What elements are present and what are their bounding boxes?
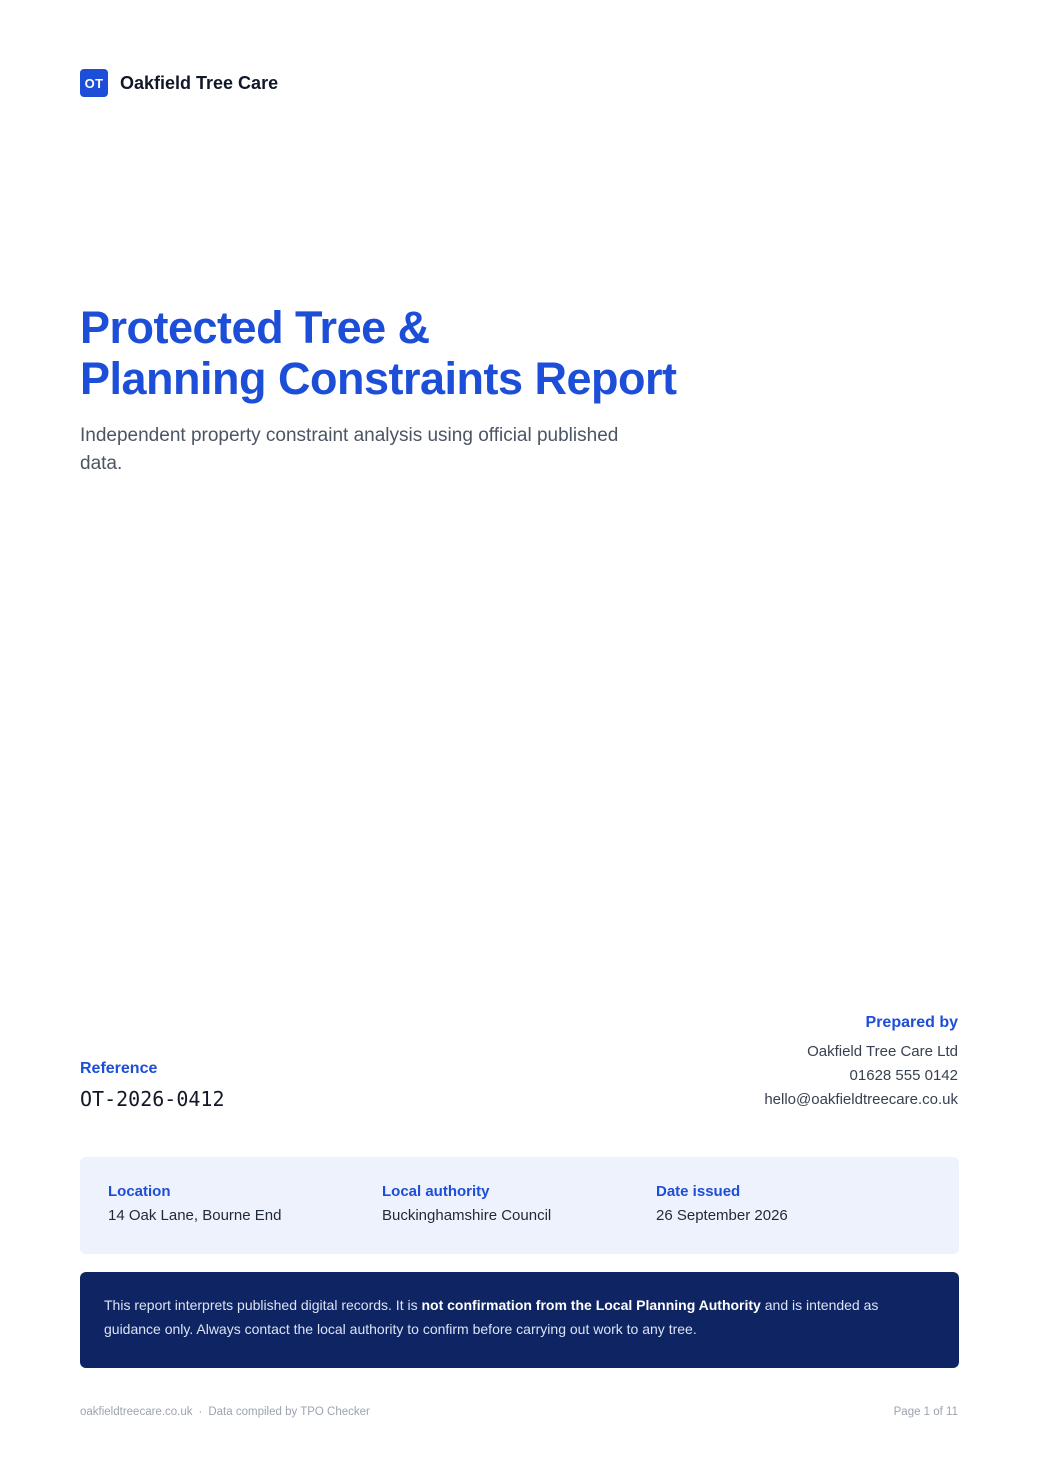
info-label: Date issued — [656, 1183, 741, 1200]
page-number: Page 1 of 11 — [893, 1406, 958, 1418]
footer-credit: Data compiled by TPO Checker — [208, 1406, 370, 1418]
brand — [80, 69, 278, 97]
footer-site: oakfieldtreecare.co.uk — [80, 1406, 193, 1418]
footer-left — [80, 1406, 370, 1418]
info-label: Local authority — [382, 1183, 490, 1200]
brand-name: Oakfield Tree Care — [120, 72, 279, 93]
page-title — [80, 302, 677, 404]
company-name: Oakfield Tree Care Ltd — [807, 1043, 958, 1060]
title-line-1: Protected Tree & — [80, 302, 430, 353]
info-location — [80, 1157, 354, 1254]
info-value: 26 September 2026 — [656, 1207, 788, 1224]
logo-mark: OT — [80, 69, 108, 97]
info-value: 14 Oak Lane, Bourne End — [108, 1207, 282, 1224]
reference-label: Reference — [80, 1060, 158, 1077]
subtitle: Independent property constraint analysis using official published data. — [80, 425, 619, 474]
footer-separator: · — [198, 1406, 203, 1418]
company-phone: 01628 555 0142 — [849, 1067, 958, 1084]
info-date-issued — [628, 1157, 902, 1254]
disclaimer-emphasis: not confirmation from the Local Planning Authority — [421, 1297, 761, 1313]
disclaimer-panel — [80, 1272, 959, 1368]
info-value: Buckinghamshire Council — [382, 1207, 552, 1224]
company-email: hello@oakfieldtreecare.co.uk — [764, 1091, 958, 1108]
title-line-2: Planning Constraints Report — [80, 353, 677, 404]
info-label: Location — [108, 1183, 171, 1200]
property-info-box — [80, 1157, 959, 1254]
disclaimer-text: This report interprets published digital records. It is — [104, 1297, 422, 1313]
reference-value: OT-2026-0412 — [80, 1087, 225, 1111]
prepared-by-label: Prepared by — [865, 1014, 958, 1031]
info-local-authority — [354, 1157, 628, 1254]
prepared-by — [764, 1014, 958, 1112]
disclaimer-text-cont: and is intended as guidance only. Always contact the local authority to confirm before carrying out work to any tree. — [104, 1297, 879, 1337]
